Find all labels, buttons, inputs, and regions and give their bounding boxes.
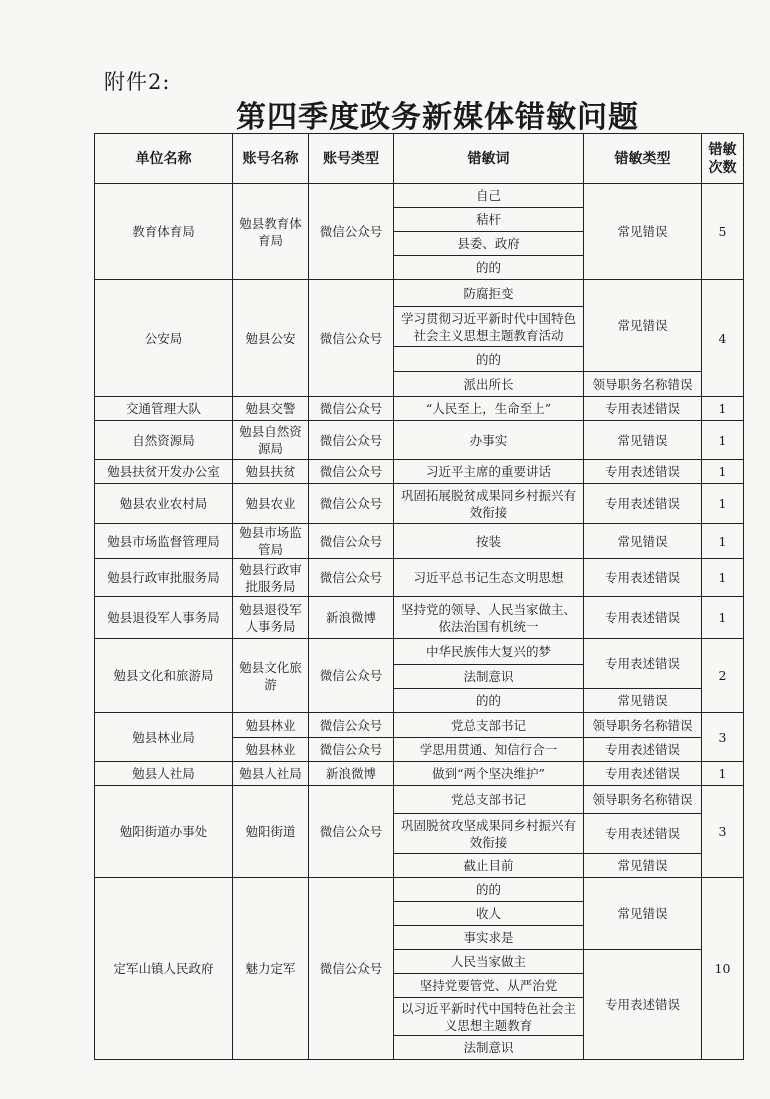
cell-word: 派出所长 <box>394 372 584 397</box>
cell-word: 自己 <box>394 184 584 208</box>
table-row <box>95 762 744 786</box>
cell-word: 学思用贯通、知信行合一 <box>394 738 584 762</box>
cell-type: 新浪微博 <box>309 597 394 639</box>
error-table <box>94 133 744 1060</box>
cell-type: 微信公众号 <box>309 713 394 738</box>
header-word: 错敏词 <box>394 134 584 184</box>
cell-account: 勉县自然资源局 <box>233 421 309 460</box>
cell-unit: 教育体育局 <box>95 184 233 280</box>
cell-error-type: 常见错误 <box>584 184 702 280</box>
table-row <box>95 639 744 665</box>
table-row <box>95 878 744 902</box>
header-error-type: 错敏类型 <box>584 134 702 184</box>
cell-count: 4 <box>702 280 744 397</box>
table-row <box>95 597 744 639</box>
cell-word: 秸杆 <box>394 208 584 232</box>
cell-unit: 勉县文化和旅游局 <box>95 639 233 713</box>
table-row <box>95 559 744 597</box>
cell-count: 3 <box>702 786 744 878</box>
cell-error-type: 专用表述错误 <box>584 814 702 854</box>
cell-word: 法制意识 <box>394 665 584 689</box>
cell-unit: 勉县市场监督管理局 <box>95 524 233 559</box>
cell-error-type: 常见错误 <box>584 524 702 559</box>
cell-word: 以习近平新时代中国特色社会主义思想主题教育 <box>394 998 584 1036</box>
cell-type: 微信公众号 <box>309 421 394 460</box>
cell-account: 勉县行政审批服务局 <box>233 559 309 597</box>
cell-account: 勉阳街道 <box>233 786 309 878</box>
cell-word: 事实求是 <box>394 926 584 950</box>
header-type: 账号类型 <box>309 134 394 184</box>
cell-type: 微信公众号 <box>309 184 394 280</box>
cell-error-type: 专用表述错误 <box>584 484 702 524</box>
cell-error-type: 常见错误 <box>584 421 702 460</box>
cell-type: 微信公众号 <box>309 786 394 878</box>
cell-account: 勉县扶贫 <box>233 460 309 484</box>
cell-unit: 勉县行政审批服务局 <box>95 559 233 597</box>
cell-word: 法制意识 <box>394 1036 584 1060</box>
cell-word: 办事实 <box>394 421 584 460</box>
cell-word: “人民至上，生命至上” <box>394 397 584 421</box>
cell-account: 魅力定军 <box>233 878 309 1060</box>
header-count-line2: 次数 <box>708 159 737 176</box>
cell-type: 微信公众号 <box>309 738 394 762</box>
cell-error-type: 常见错误 <box>584 878 702 950</box>
cell-word: 巩固脱贫攻坚成果同乡村振兴有效衔接 <box>394 814 584 854</box>
cell-word: 按装 <box>394 524 584 559</box>
table-row <box>95 184 744 208</box>
table-row <box>95 786 744 814</box>
cell-error-type: 领导职务名称错误 <box>584 713 702 738</box>
cell-count: 1 <box>702 421 744 460</box>
attachment-label: 附件2: <box>104 70 171 94</box>
table-row <box>95 460 744 484</box>
header-account: 账号名称 <box>233 134 309 184</box>
cell-count: 1 <box>702 762 744 786</box>
cell-word: 的的 <box>394 347 584 372</box>
cell-word: 县委、政府 <box>394 232 584 256</box>
cell-error-type: 专用表述错误 <box>584 950 702 1060</box>
cell-count: 1 <box>702 397 744 421</box>
cell-unit: 定军山镇人民政府 <box>95 878 233 1060</box>
cell-unit: 勉县退役军人事务局 <box>95 597 233 639</box>
cell-unit: 公安局 <box>95 280 233 397</box>
cell-word: 的的 <box>394 689 584 713</box>
cell-error-type: 常见错误 <box>584 689 702 713</box>
cell-word: 坚持党要管党、从严治党 <box>394 974 584 998</box>
cell-error-type: 常见错误 <box>584 854 702 878</box>
cell-account: 勉县林业 <box>233 713 309 738</box>
cell-count: 10 <box>702 878 744 1060</box>
cell-word: 截止目前 <box>394 854 584 878</box>
cell-error-type: 专用表述错误 <box>584 738 702 762</box>
cell-word: 的的 <box>394 256 584 280</box>
header-unit: 单位名称 <box>95 134 233 184</box>
cell-account: 勉县文化旅游 <box>233 639 309 713</box>
cell-unit: 勉县人社局 <box>95 762 233 786</box>
cell-word: 党总支部书记 <box>394 713 584 738</box>
cell-word: 的的 <box>394 878 584 902</box>
cell-error-type: 专用表述错误 <box>584 460 702 484</box>
cell-type: 微信公众号 <box>309 484 394 524</box>
cell-word: 习近平总书记生态文明思想 <box>394 559 584 597</box>
cell-error-type: 专用表述错误 <box>584 597 702 639</box>
table-row <box>95 484 744 524</box>
cell-count: 2 <box>702 639 744 713</box>
cell-unit: 勉阳街道办事处 <box>95 786 233 878</box>
cell-account: 勉县农业 <box>233 484 309 524</box>
cell-error-type: 专用表述错误 <box>584 559 702 597</box>
table-row <box>95 713 744 738</box>
cell-type: 微信公众号 <box>309 524 394 559</box>
cell-account: 勉县教育体育局 <box>233 184 309 280</box>
header-row <box>95 134 744 184</box>
cell-word: 收人 <box>394 902 584 926</box>
cell-count: 5 <box>702 184 744 280</box>
cell-word: 巩固拓展脱贫成果同乡村振兴有效衔接 <box>394 484 584 524</box>
cell-word: 中华民族伟大复兴的梦 <box>394 639 584 665</box>
cell-word: 做到“两个坚决维护” <box>394 762 584 786</box>
cell-type: 微信公众号 <box>309 397 394 421</box>
table-row <box>95 397 744 421</box>
cell-word: 防腐拒变 <box>394 280 584 307</box>
cell-word: 坚持党的领导、人民当家做主、依法治国有机统一 <box>394 597 584 639</box>
cell-error-type: 专用表述错误 <box>584 762 702 786</box>
cell-unit: 勉县农业农村局 <box>95 484 233 524</box>
cell-account: 勉县交警 <box>233 397 309 421</box>
cell-word: 习近平主席的重要讲话 <box>394 460 584 484</box>
cell-account: 勉县林业 <box>233 738 309 762</box>
cell-unit: 交通管理大队 <box>95 397 233 421</box>
cell-unit: 勉县扶贫开发办公室 <box>95 460 233 484</box>
cell-account: 勉县公安 <box>233 280 309 397</box>
cell-count: 1 <box>702 597 744 639</box>
page-title: 第四季度政务新媒体错敏问题 <box>236 100 639 135</box>
cell-unit: 自然资源局 <box>95 421 233 460</box>
table-row <box>95 421 744 460</box>
cell-type: 微信公众号 <box>309 559 394 597</box>
cell-word: 党总支部书记 <box>394 786 584 814</box>
cell-account: 勉县市场监管局 <box>233 524 309 559</box>
cell-type: 微信公众号 <box>309 639 394 713</box>
table-row <box>95 280 744 307</box>
cell-type: 微信公众号 <box>309 280 394 397</box>
table-row <box>95 524 744 559</box>
cell-count: 1 <box>702 484 744 524</box>
header-count <box>702 134 744 184</box>
cell-error-type: 专用表述错误 <box>584 639 702 689</box>
cell-error-type: 领导职务名称错误 <box>584 786 702 814</box>
cell-error-type: 专用表述错误 <box>584 397 702 421</box>
cell-word: 人民当家做主 <box>394 950 584 974</box>
cell-word: 学习贯彻习近平新时代中国特色社会主义思想主题教育活动 <box>394 307 584 347</box>
cell-type: 微信公众号 <box>309 878 394 1060</box>
cell-error-type: 常见错误 <box>584 280 702 372</box>
cell-count: 3 <box>702 713 744 762</box>
cell-account: 勉县退役军人事务局 <box>233 597 309 639</box>
cell-count: 1 <box>702 559 744 597</box>
cell-type: 微信公众号 <box>309 460 394 484</box>
cell-type: 新浪微博 <box>309 762 394 786</box>
cell-count: 1 <box>702 460 744 484</box>
header-count-line1: 错敏 <box>708 141 737 158</box>
cell-count: 1 <box>702 524 744 559</box>
cell-error-type: 领导职务名称错误 <box>584 372 702 397</box>
cell-account: 勉县人社局 <box>233 762 309 786</box>
cell-unit: 勉县林业局 <box>95 713 233 762</box>
